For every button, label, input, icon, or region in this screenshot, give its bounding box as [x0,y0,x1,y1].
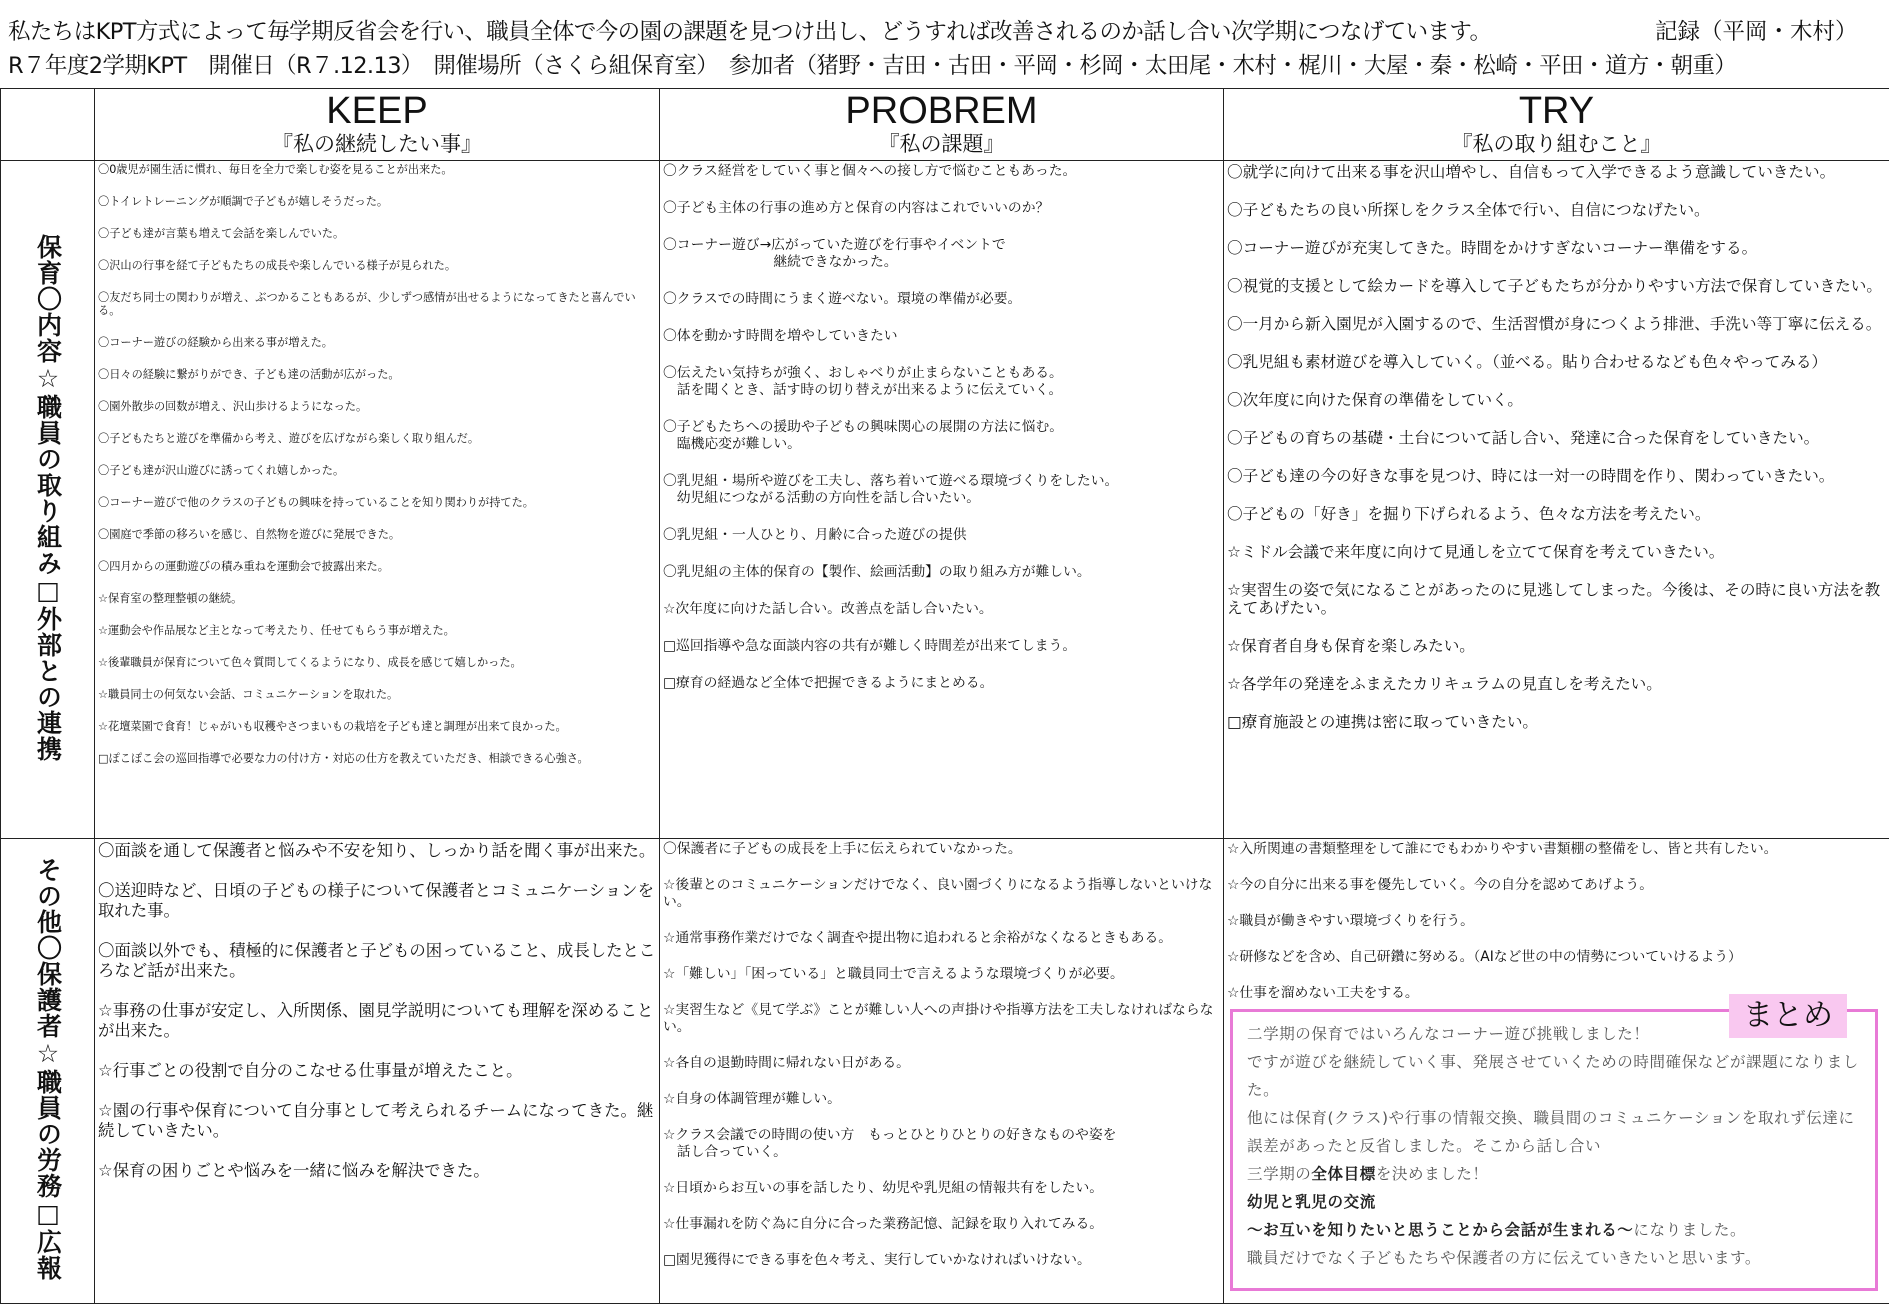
try-cell [1224,161,1889,839]
list-item: 〇伝えたい気持ちが強く、おしゃべりが止まらないこともある。 話を聞くとき、話す時の切り替えが出来るように伝えていく。 [663,365,1221,399]
keep-title: KEEP [95,91,659,131]
list-item: 〇送迎時など、日頃の子どもの様子について保護者とコミュニケーションを取れた事。 [98,881,657,921]
list-item: □ぽこぽこ会の巡回指導で必要な力の付け方・対応の仕方を教えていただき、相談できる心強さ。 [98,752,657,765]
list-item: 〇一月から新入園児が入園するので、生活習慣が身につくよう排泄、手洗い等丁寧に伝える。 [1227,315,1887,333]
row-label-cell [1,839,95,1304]
keep-cell [95,839,660,1304]
summary-goal-keyword: 全体目標 [1311,1165,1375,1183]
list-item: ☆職員が働きやすい環境づくりを行う。 [1227,913,1887,930]
keep-header [95,89,660,161]
row-other [1,839,1889,1304]
list-item: ☆次年度に向けた話し合い。改善点を話し合いたい。 [663,601,1221,618]
list-item: 〇面談以外でも、積極的に保護者と子どもの困っていること、成長したところなど話が出来た。 [98,941,657,981]
list-item: ☆ミドル会議で来年度に向けて見通しを立てて保育を考えていきたい。 [1227,543,1887,561]
problem-list [660,839,1223,1269]
list-item: 〇四月からの運動遊びの積み重ねを運動会で披露出来た。 [98,560,657,573]
list-item: 〇園庭で季節の移ろいを感じ、自然物を遊びに発展できた。 [98,528,657,541]
list-item: ☆各自の退勤時間に帰れない日がある。 [663,1055,1221,1072]
summary-text: を決めました！ [1376,1165,1489,1183]
list-item: 〇子どもの「好き」を掘り下げられるよう、色々な方法を考えたい。 [1227,505,1887,523]
summary-box [1230,1009,1878,1291]
keep-cell [95,161,660,839]
summary-body [1233,1012,1875,1272]
list-item: 〇コーナー遊びの経験から出来る事が増えた。 [98,336,657,349]
summary-label: まとめ [1729,994,1847,1038]
corner-cell [1,89,95,161]
list-item: 〇沢山の行事を経て子どもたちの成長や楽しんでいる様子が見られた。 [98,259,657,272]
list-item: ☆園の行事や保育について自分事として考えられるチームになってきた。継続していきたい。 [98,1101,657,1141]
list-item: 〇子ども達が言葉も増えて会話を楽しんでいた。 [98,227,657,240]
try-list [1224,839,1889,1002]
keep-subtitle: 『私の継続したい事』 [95,131,659,157]
list-item: 〇子どもたちへの援助や子どもの興味関心の展開の方法に悩む。 臨機応変が難しい。 [663,419,1221,453]
column-header-row [1,89,1889,161]
list-item: ☆仕事を溜めない工夫をする。 [1227,985,1887,1002]
list-item: 〇乳児組も素材遊びを導入していく。（並べる。貼り合わせるなども色々やってみる） [1227,353,1887,371]
summary-text: になりました。 [1633,1221,1746,1239]
list-item: 〇子ども主体の行事の進め方と保育の内容はこれでいいのか？ [663,200,1221,217]
list-item: 〇クラスでの時間にうまく遊べない。環境の準備が必要。 [663,291,1221,308]
list-item: 〇就学に向けて出来る事を沢山増やし、自信もって入学できるよう意識していきたい。 [1227,163,1887,181]
list-item: ☆実習生の姿で気になることがあったのに見逃してしまった。今後は、その時に良い方法を教えてあげたい。 [1227,581,1887,617]
list-item: ☆「難しい」「困っている」と職員同士で言えるような環境づくりが必要。 [663,966,1221,983]
list-item: ☆事務の仕事が安定し、入所関係、園見学説明についても理解を深めることが出来た。 [98,1001,657,1041]
summary-goal-title: 幼児と乳児の交流 [1247,1188,1863,1216]
list-item: ☆日頃からお互いの事を話したり、幼児や乳児組の情報共有をしたい。 [663,1180,1221,1197]
problem-cell [660,839,1224,1304]
list-item: ☆後輩とのコミュニケーションだけでなく、良い園づくりになるよう指導しないといけない。 [663,877,1221,911]
try-header [1224,89,1889,161]
list-item: 〇乳児組・場所や遊びを工夫し、落ち着いて遊べる環境づくりをしたい。 幼児組につながる活動の方向性を話し合いたい。 [663,473,1221,507]
list-item: ☆研修などを含め、自己研鑽に努める。（AIなど世の中の情勢についていけるよう） [1227,949,1887,966]
kpt-table [0,88,1889,1304]
list-item: ☆仕事漏れを防ぐ為に自分に合った業務記憶、記録を取り入れてみる。 [663,1216,1221,1233]
intro-text: 私たちはKPT方式によって毎学期反省会を行い、職員全体で今の園の課題を見つけ出し、どうすれば改善されるのか話し合い次学期につなげています。 [8,14,1491,46]
list-item: 〇子どもの育ちの基礎・土台について話し合い、発達に合った保育をしていきたい。 [1227,429,1887,447]
list-item: ☆職員同士の何気ない会話、コミュニケーションを取れた。 [98,688,657,701]
try-cell [1224,839,1889,1304]
list-item: 〇面談を通して保護者と悩みや不安を知り、しっかり話を聞く事が出来た。 [98,841,657,861]
problem-list [660,161,1223,692]
keep-list [95,839,659,1181]
list-item: 〇コーナー遊び→広がっていた遊びを行事やイベントで 継続できなかった。 [663,237,1221,271]
list-item: □療育施設との連携は密に取っていきたい。 [1227,713,1887,731]
problem-cell [660,161,1224,839]
list-item: ☆保育室の整理整頓の継続。 [98,592,657,605]
try-subtitle: 『私の取り組むこと』 [1224,131,1889,157]
list-item: ☆保育の困りごとや悩みを一緒に悩みを解決できた。 [98,1161,657,1181]
summary-text: 三学期の [1247,1165,1311,1183]
list-item: 〇子どもたちの良い所探しをクラス全体で行い、自信につなげたい。 [1227,201,1887,219]
list-item: □園児獲得にできる事を色々考え、実行していかなければいけない。 [663,1252,1221,1269]
problem-subtitle: 『私の課題』 [660,131,1223,157]
list-item: 〇子ども達が沢山遊びに誘ってくれ嬉しかった。 [98,464,657,477]
list-item: 〇乳児組の主体的保育の【製作、絵画活動】の取り組み方が難しい。 [663,564,1221,581]
list-item: 〇体を動かす時間を増やしていきたい [663,328,1221,345]
summary-line: 二学期の保育ではいろんなコーナー遊び挑戦しました！ [1247,1020,1863,1048]
list-item: 〇0歳児が園生活に慣れ、毎日を全力で楽しむ姿を見ることが出来た。 [98,163,657,176]
page-header [0,0,1889,86]
list-item: ☆クラス会議での時間の使い方 もっとひとりひとりの好きなものや姿を 話し合っていく。 [663,1127,1221,1161]
summary-line [1247,1160,1863,1188]
list-item: ☆各学年の発達をふまえたカリキュラムの見直しを考えたい。 [1227,675,1887,693]
list-item: 〇子ども達の今の好きな事を見つけ、時には一対一の時間を作り、関わっていきたい。 [1227,467,1887,485]
problem-title: PROBREM [660,91,1223,131]
list-item: 〇トイレトレーニングが順調で子どもが嬉しそうだった。 [98,195,657,208]
row-childcare [1,161,1889,839]
list-item: ☆実習生など《見て学ぶ》ことが難しい人への声掛けや指導方法を工夫しなければならない。 [663,1002,1221,1036]
list-item: ☆行事ごとの役割で自分のこなせる仕事量が増えたこと。 [98,1061,657,1081]
list-item: 〇園外散歩の回数が増え、沢山歩けるようになった。 [98,400,657,413]
list-item: ☆自身の体調管理が難しい。 [663,1091,1221,1108]
summary-line: 他には保育(クラス)や行事の情報交換、職員間のコミュニケーションを取れず伝達に誤差があったと反省しました。そこから話し合い [1247,1104,1863,1160]
summary-line: ですが遊びを継続していく事、発展させていくための時間確保などが課題になりました。 [1247,1048,1863,1104]
list-item: 〇コーナー遊びで他のクラスの子どもの興味を持っていることを知り関わりが持てた。 [98,496,657,509]
row-label: その他〇保護者☆職員の労務□広報 [30,857,66,1281]
summary-line: 職員だけでなく子どもたちや保護者の方に伝えていきたいと思います。 [1247,1244,1863,1272]
summary-line [1247,1216,1863,1244]
list-item: 〇子どもたちと遊びを準備から考え、遊びを広げながら楽しく取り組んだ。 [98,432,657,445]
row-label-cell [1,161,95,839]
list-item: 〇保護者に子どもの成長を上手に伝えられていなかった。 [663,841,1221,858]
list-item: 〇日々の経験に繋がりができ、子ども達の活動が広がった。 [98,368,657,381]
list-item: 〇クラス経営をしていく事と個々への接し方で悩むこともあった。 [663,163,1221,180]
list-item: 〇友だち同士の関わりが増え、ぶつかることもあるが、少しずつ感情が出せるようになってきたと喜んでいる。 [98,291,657,317]
row-label: 保育〇内容☆職員の取り組み□外部との連携 [30,234,66,762]
keep-list [95,161,659,765]
list-item: 〇次年度に向けた保育の準備をしていく。 [1227,391,1887,409]
meeting-meta: R７年度2学期KPT 開催日（R７.12.13） 開催場所（さくら組保育室） 参加者（猪野・吉田・古田・平岡・杉岡・太田尾・木村・梶川・大屋・秦・松崎・平田・道方・朝重） [8,48,1736,80]
list-item: 〇コーナー遊びが充実してきた。時間をかけすぎないコーナー準備をする。 [1227,239,1887,257]
list-item: ☆今の自分に出来る事を優先していく。今の自分を認めてあげよう。 [1227,877,1887,894]
try-title: TRY [1224,91,1889,131]
list-item: ☆保育者自身も保育を楽しみたい。 [1227,637,1887,655]
list-item: ☆運動会や作品展など主となって考えたり、任せてもらう事が増えた。 [98,624,657,637]
list-item: □療育の経過など全体で把握できるようにまとめる。 [663,675,1221,692]
record-text: 記録（平岡・木村） [1655,14,1858,46]
list-item: 〇視覚的支援として絵カードを導入して子どもたちが分かりやすい方法で保育していきたい。 [1227,277,1887,295]
list-item: ☆入所関連の書類整理をして誰にでもわかりやすい書類棚の整備をし、皆と共有したい。 [1227,841,1887,858]
list-item: ☆後輩職員が保育について色々質問してくるようになり、成長を感じて嬉しかった。 [98,656,657,669]
list-item: 〇乳児組・一人ひとり、月齢に合った遊びの提供 [663,527,1221,544]
try-list [1224,161,1889,731]
problem-header [660,89,1224,161]
list-item: □巡回指導や急な面談内容の共有が難しく時間差が出来てしまう。 [663,638,1221,655]
list-item: ☆通常事務作業だけでなく調査や提出物に追われると余裕がなくなるときもある。 [663,930,1221,947]
summary-goal-slogan: ～お互いを知りたいと思うことから会話が生まれる～ [1247,1221,1633,1239]
list-item: ☆花壇菜園で食育！じゃがいも収穫やさつまいもの栽培を子ども達と調理が出来て良かった。 [98,720,657,733]
